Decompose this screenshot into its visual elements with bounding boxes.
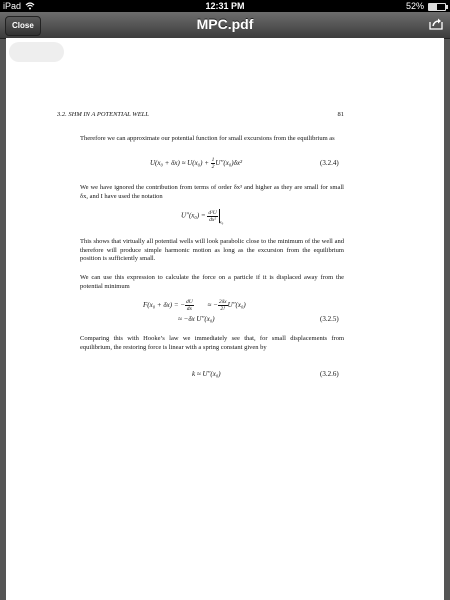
nav-bar <box>0 12 450 39</box>
device-label: iPad <box>3 1 22 11</box>
eq-def-fraction: $\frac{\text{d²U}}{\text{dx²}}$ <box>208 209 217 223</box>
battery-percent: 52% <box>405 1 424 11</box>
equation-number: (3.2.4) <box>320 159 339 167</box>
eq-body: k ≈ U″(x₀) <box>192 370 221 378</box>
eq-line-2: ≈ −δx U″(x₀) <box>178 315 215 323</box>
eq-fraction: $\frac{2\delta x}{2!}$ <box>218 299 227 312</box>
eq-lhs: U(x₀ + δx) ≈ U(x₀) + <box>150 159 211 168</box>
pdf-page[interactable] <box>6 38 444 600</box>
page-number: 81 <box>337 111 344 118</box>
document-title: MPC.pdf <box>196 16 254 32</box>
paragraph: We can use this expression to calculate the force on a particle if it is displaced away from the potential minimum <box>80 274 344 290</box>
eq-fraction: $\frac{1}{2}$ <box>211 157 215 170</box>
paragraph: This shows that virtually all potential wells will look parabolic close to the minimum of the well and therefore will produce simple harmonic motion as long as the excursion from the equilibrium position is sufficiently small. <box>80 238 344 262</box>
paragraph: We we have ignored the contribution from terms of order δx³ and higher as they are small for small δx, and I have used the notation <box>80 184 344 200</box>
eq-rhs: U″(x₀)δx² <box>215 159 243 168</box>
page-indicator <box>9 42 64 62</box>
eq-fraction: $\frac{dU}{dx}$ <box>186 299 193 312</box>
share-icon[interactable] <box>428 17 444 31</box>
chapter-header: 3.2. SHM IN A POTENTIAL WELL <box>57 111 149 118</box>
battery-fill <box>429 4 437 10</box>
paragraph: Therefore we can approximate our potential function for small excursions from the equilibrium as <box>80 135 335 142</box>
close-button[interactable]: Close <box>5 16 41 36</box>
status-bar <box>0 0 450 12</box>
battery-icon <box>428 3 446 11</box>
equation-number: (3.2.6) <box>320 370 339 378</box>
eq-def-lhs: U″(x₀) = <box>181 211 208 220</box>
paragraph: Comparing this with Hooke’s law we immediately see that, for small displacements from equilibrium, the restoring force is linear with a spring constant given by <box>80 335 344 351</box>
eq-def-sub: x₀ <box>219 219 224 225</box>
clock: 12:31 PM <box>205 1 245 11</box>
equation-number: (3.2.5) <box>320 315 339 323</box>
